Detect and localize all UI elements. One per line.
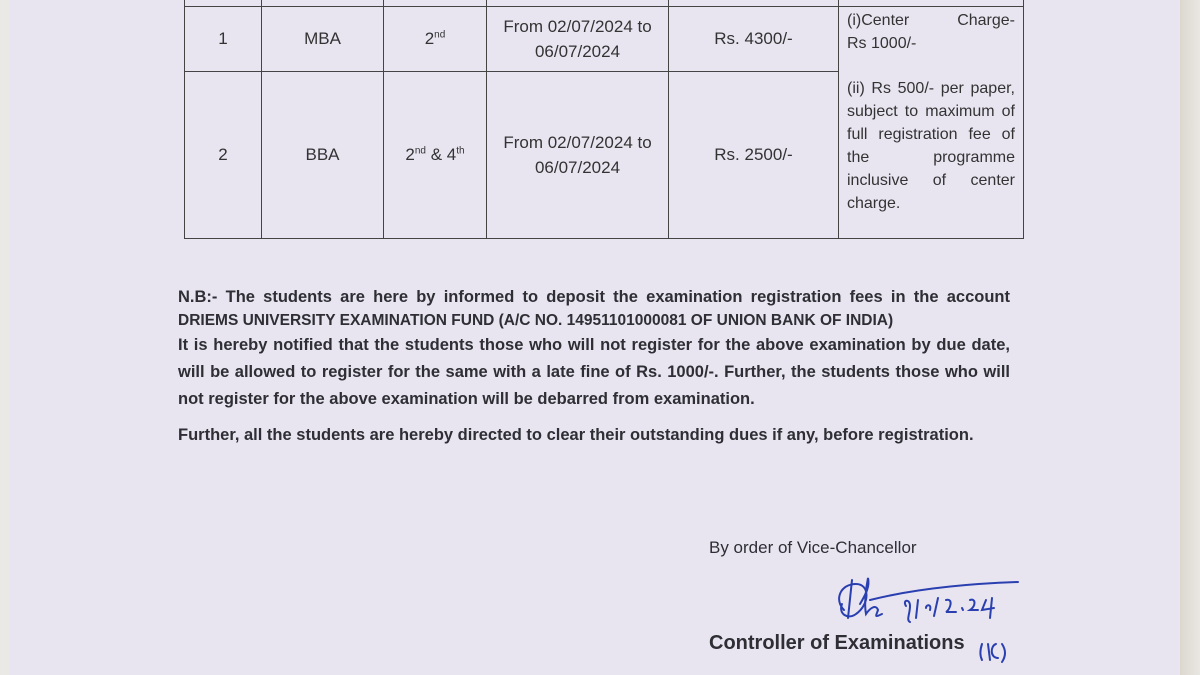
table-row bbox=[185, 7, 1024, 72]
account-details: DRIEMS UNIVERSITY EXAMINATION FUND (A/C NO. 14951101000081 OF UNION BANK OF INDIA) bbox=[178, 312, 894, 329]
late-registration-remarks-cell bbox=[839, 7, 1024, 239]
programme-cell: MBA bbox=[262, 7, 384, 72]
semester-cell: 2nd & 4th bbox=[384, 72, 487, 239]
remark-per-paper: (ii) Rs 500/- per paper, subject to maximum of full registration fee of the programme inclusive of center charge. bbox=[847, 80, 1015, 212]
fee-cell: Rs. 2500/- bbox=[669, 72, 839, 239]
programme-cell: BBA bbox=[262, 72, 384, 239]
scan-right-edge bbox=[1180, 0, 1200, 675]
semester-cell: 2nd bbox=[384, 7, 487, 72]
remark-center-charge: (i)Center Charge- bbox=[847, 12, 1015, 29]
fee-cell: Rs. 4300/- bbox=[669, 7, 839, 72]
sl-no-cell: 2 bbox=[185, 72, 262, 239]
registration-fee-table bbox=[184, 0, 1024, 239]
dates-cell: From 02/07/2024 to 06/07/2024 bbox=[487, 72, 669, 239]
late-fine-note: It is hereby notified that the students those who will not register for the above examination by due date, will be allowed to register for the same with a late fine of Rs. 1000/-. Further, the students those who will not register for the above examination will be debarred from examination. bbox=[178, 336, 1010, 408]
controller-of-examinations-title: Controller of Examinations bbox=[709, 632, 965, 654]
nb-deposit-note: N.B:- The students are here by informed to deposit the examination registration fees in the account bbox=[178, 288, 1010, 306]
outstanding-dues-note: Further, all the students are hereby directed to clear their outstanding dues if any, before registration. bbox=[178, 426, 974, 444]
handwritten-signature-icon bbox=[830, 570, 1030, 670]
sl-no-cell: 1 bbox=[185, 7, 262, 72]
remark-center-charge-amount: Rs 1000/- bbox=[847, 35, 917, 52]
notice-body bbox=[178, 286, 1010, 447]
scan-left-edge bbox=[0, 0, 10, 675]
dates-cell: From 02/07/2024 to 06/07/2024 bbox=[487, 7, 669, 72]
by-order-text: By order of Vice-Chancellor bbox=[709, 538, 917, 557]
